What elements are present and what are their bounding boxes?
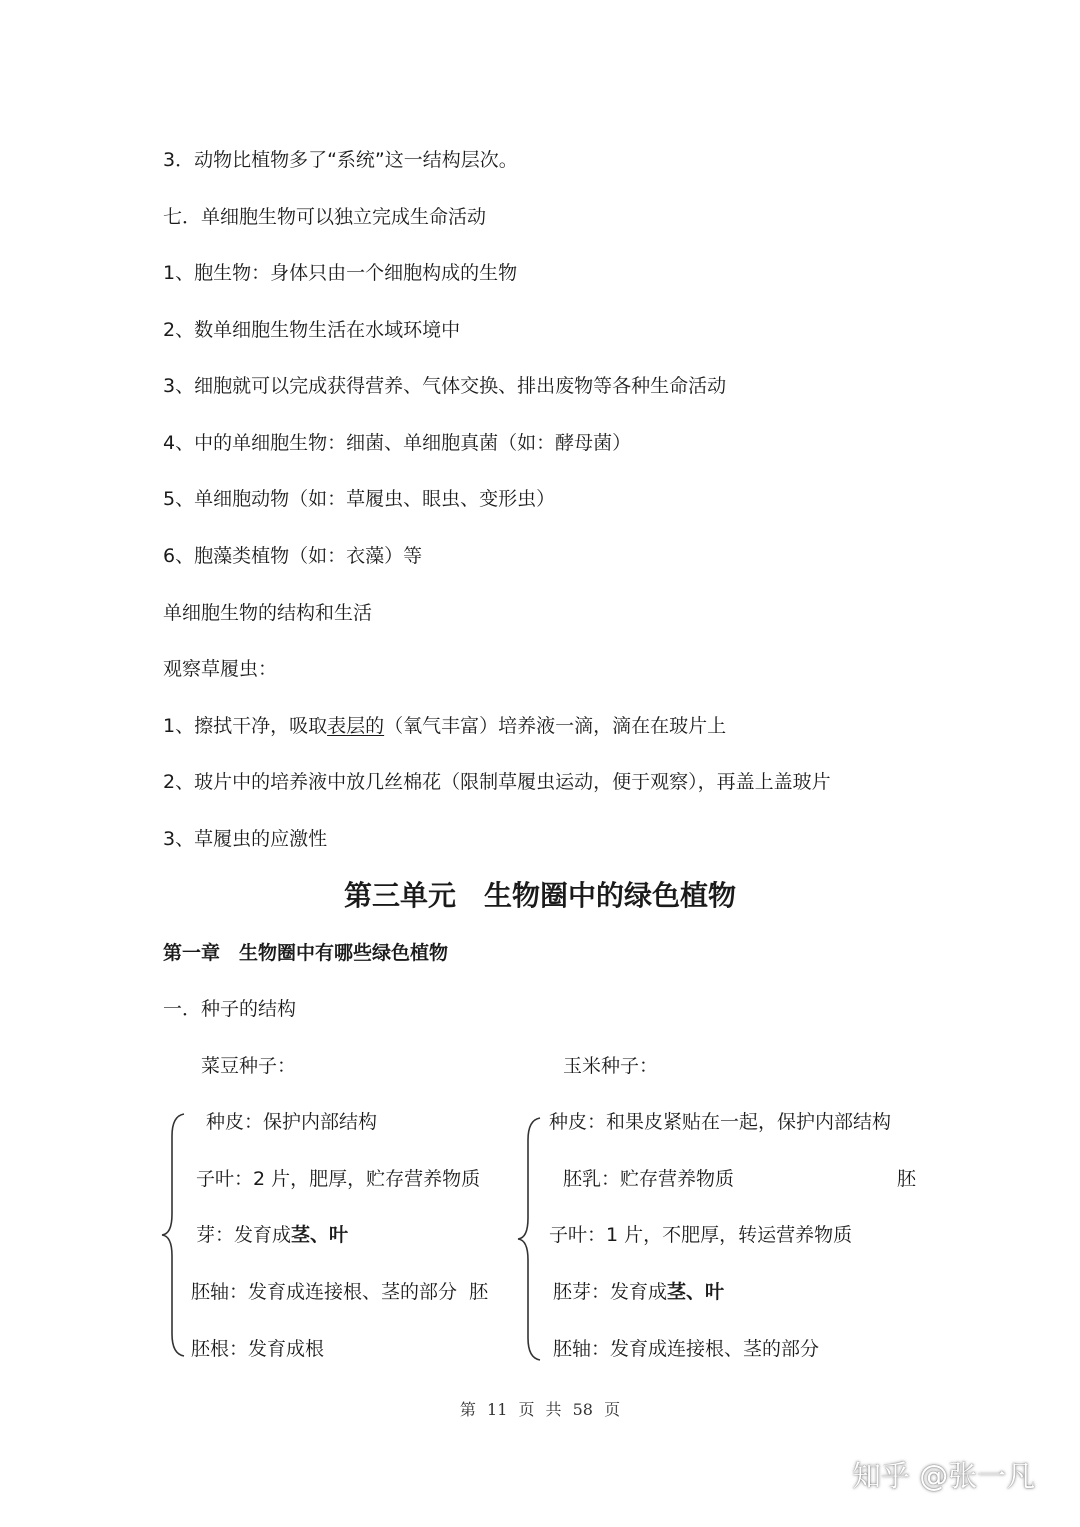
bean-item-plumule xyxy=(196,1223,348,1247)
underlined-text: 表层的 xyxy=(327,715,385,737)
body-line-9: 单细胞生物的结构和生活 xyxy=(163,602,373,624)
body-line-3: 1、胞生物：身体只由一个细胞构成的生物 xyxy=(163,262,518,284)
body-line-1: 3．动物比植物多了“系统”这一结构层次。 xyxy=(163,149,518,171)
bean-seed-heading: 菜豆种子： xyxy=(201,1055,297,1077)
corn-seed-heading: 玉米种子： xyxy=(563,1055,659,1077)
watermark: 知乎 @张一凡 xyxy=(852,1459,1036,1493)
page-footer: 第 11 页 共 58 页 xyxy=(459,1400,621,1419)
bean-item-hypocotyl: 胚轴：发育成连接根、茎的部分 胚 xyxy=(191,1281,489,1303)
bean-item-radicle: 胚根：发育成根 xyxy=(191,1338,325,1360)
corn-item-cotyledon: 子叶：1 片，不肥厚，转运营养物质 xyxy=(549,1224,853,1246)
bean-brace xyxy=(158,1110,190,1360)
body-line-11-before: 1、擦拭干净，吸取 xyxy=(163,715,328,737)
body-line-11 xyxy=(163,714,726,738)
corn-plumule-text: 胚芽：发育成 xyxy=(553,1281,668,1303)
corn-item-hypocotyl: 胚轴：发育成连接根、茎的部分 xyxy=(553,1338,820,1360)
body-line-2: 七．单细胞生物可以独立完成生命活动 xyxy=(163,206,487,228)
corn-item-seed-coat: 种皮：和果皮紧贴在一起，保护内部结构 xyxy=(549,1111,892,1133)
body-line-11-after: （氧气丰富）培养液一滴，滴在在玻片上 xyxy=(384,715,727,737)
unit-title: 第三单元 生物圈中的绿色植物 xyxy=(343,879,736,912)
section-title: 一．种子的结构 xyxy=(163,998,297,1020)
body-line-8: 6、胞藻类植物（如：衣藻）等 xyxy=(163,545,423,567)
chapter-title: 第一章 生物圈中有哪些绿色植物 xyxy=(163,942,449,964)
bean-plumule-text: 芽：发育成 xyxy=(196,1224,292,1246)
body-line-13: 3、草履虫的应激性 xyxy=(163,828,328,850)
bean-item-cotyledon: 子叶：2 片，肥厚，贮存营养物质 xyxy=(196,1168,481,1190)
body-line-10: 观察草履虫： xyxy=(163,658,278,680)
corn-plumule-bold: 茎、叶 xyxy=(667,1281,725,1303)
corn-side-label: 胚 xyxy=(897,1168,917,1190)
body-line-5: 3、细胞就可以完成获得营养、气体交换、排出废物等各种生命活动 xyxy=(163,375,727,397)
corn-brace xyxy=(514,1114,546,1364)
body-line-7: 5、单细胞动物（如：草履虫、眼虫、变形虫） xyxy=(163,488,556,510)
body-line-6: 4、中的单细胞生物：细菌、单细胞真菌（如：酵母菌） xyxy=(163,432,632,454)
body-line-12: 2、玻片中的培养液中放几丝棉花（限制草履虫运动，便于观察），再盖上盖玻片 xyxy=(163,771,831,793)
body-line-4: 2、数单细胞生物生活在水域环境中 xyxy=(163,319,461,341)
bean-item-seed-coat: 种皮：保护内部结构 xyxy=(206,1111,378,1133)
corn-item-plumule xyxy=(553,1280,724,1304)
bean-plumule-bold: 茎、叶 xyxy=(291,1224,349,1246)
corn-item-endosperm: 胚乳：贮存营养物质 xyxy=(563,1168,735,1190)
